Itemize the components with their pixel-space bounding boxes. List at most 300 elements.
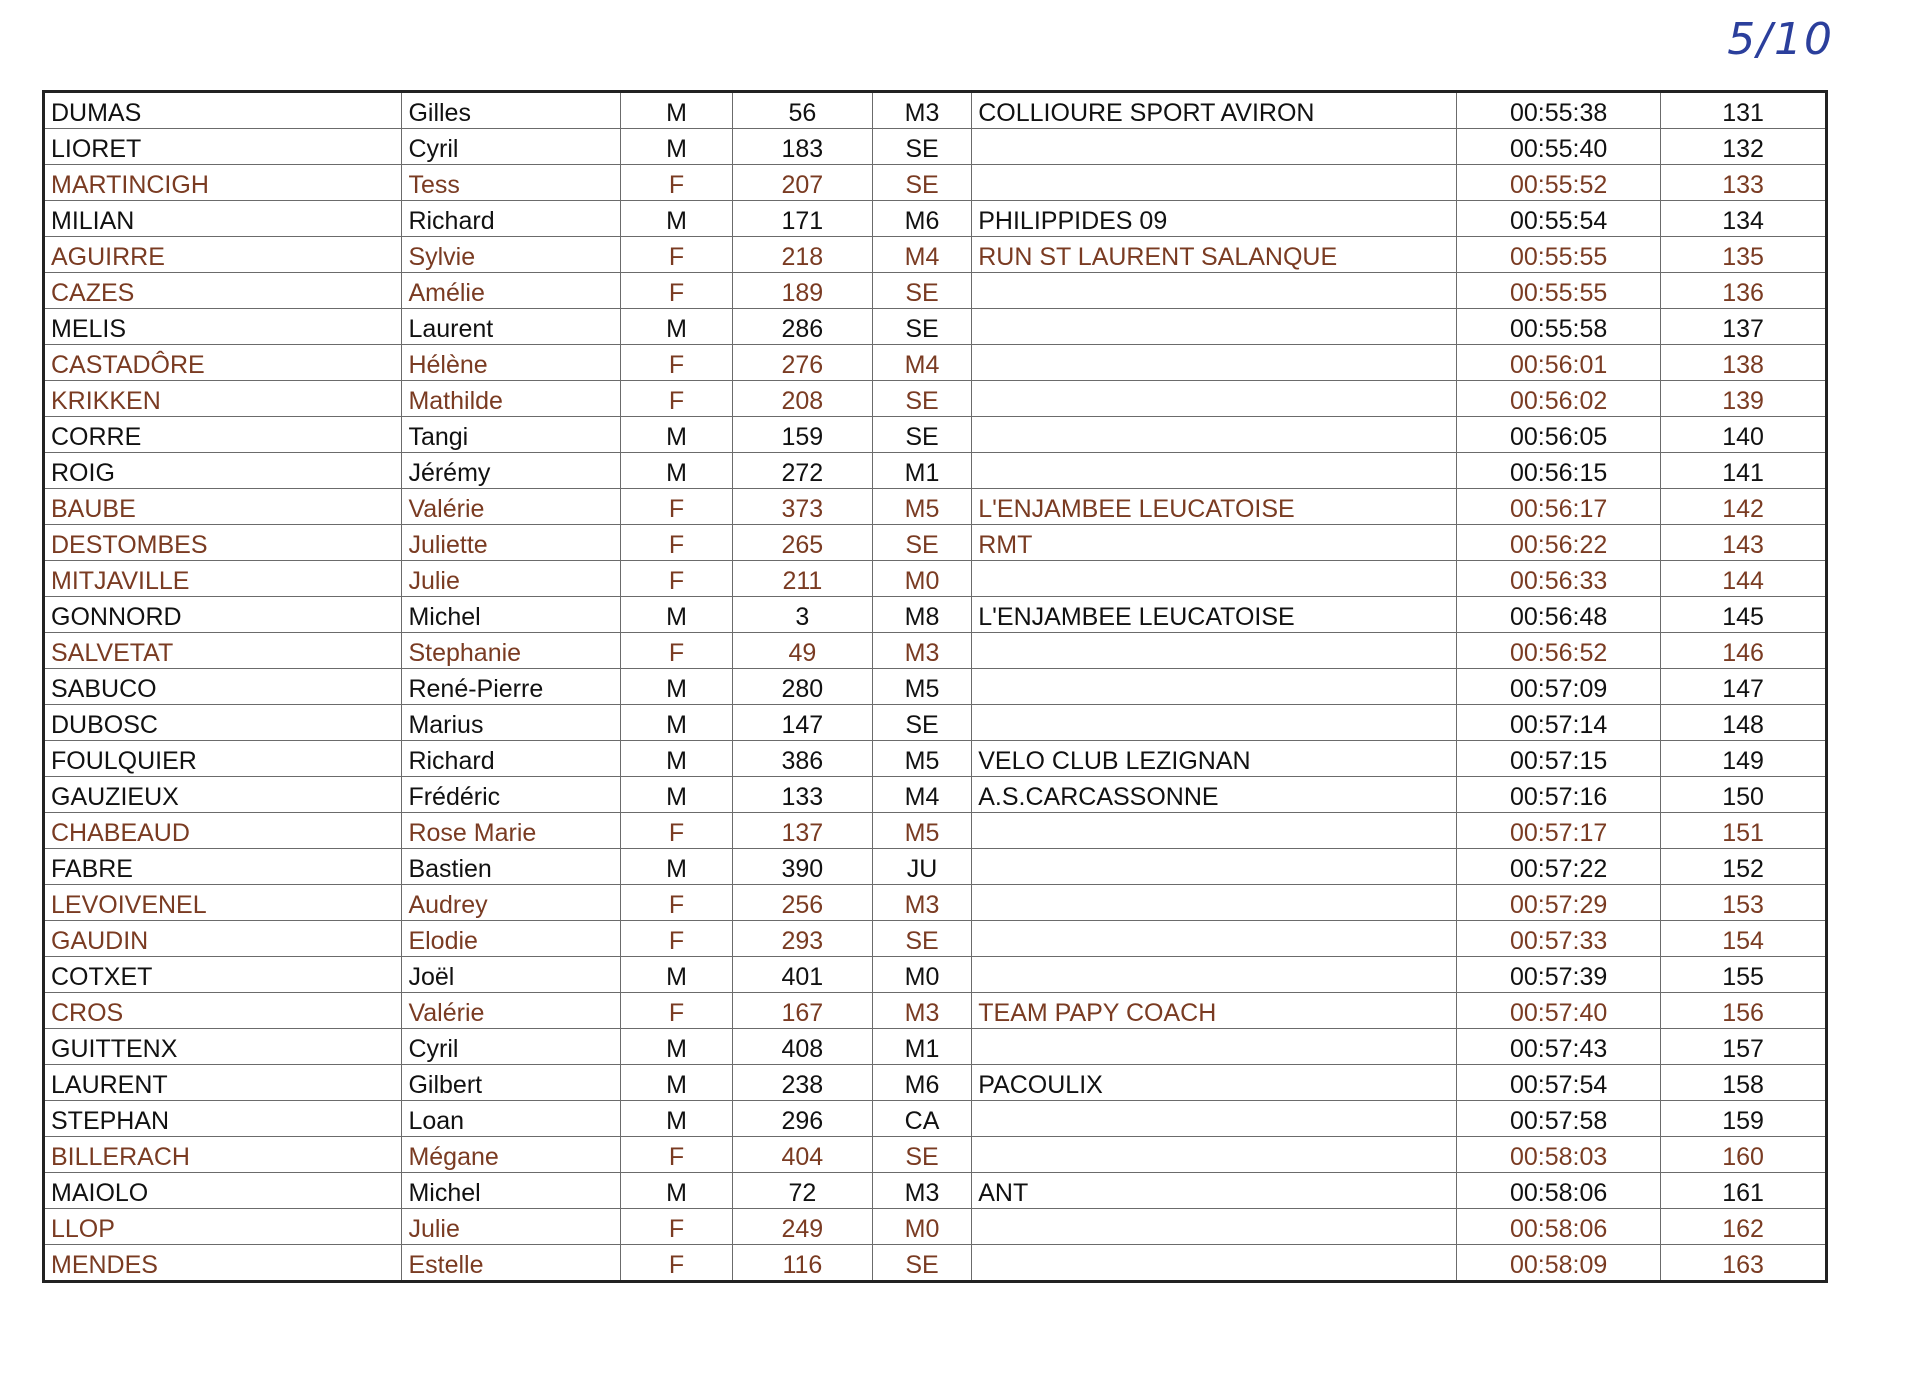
first-name-cell: Loan [402,1101,621,1137]
sex-cell: M [621,777,733,813]
table-row [44,1245,1827,1282]
rank-cell: 163 [1661,1245,1827,1282]
sex-cell: M [621,129,733,165]
table-row [44,705,1827,741]
club-cell [972,1029,1457,1065]
time-cell: 00:58:06 [1457,1209,1661,1245]
time-cell: 00:57:22 [1457,849,1661,885]
rank-cell: 162 [1661,1209,1827,1245]
bib-cell: 373 [732,489,872,525]
sex-cell: F [621,1137,733,1173]
sex-cell: M [621,705,733,741]
rank-cell: 161 [1661,1173,1827,1209]
club-cell: PHILIPPIDES 09 [972,201,1457,237]
category-cell: SE [872,921,971,957]
category-cell: SE [872,705,971,741]
last-name-cell: FOULQUIER [44,741,402,777]
sex-cell: F [621,273,733,309]
category-cell: M4 [872,345,971,381]
rank-cell: 137 [1661,309,1827,345]
category-cell: M3 [872,633,971,669]
time-cell: 00:55:38 [1457,92,1661,129]
first-name-cell: Estelle [402,1245,621,1282]
table-row [44,1209,1827,1245]
first-name-cell: Audrey [402,885,621,921]
bib-cell: 171 [732,201,872,237]
last-name-cell: CHABEAUD [44,813,402,849]
category-cell: M3 [872,885,971,921]
club-cell [972,273,1457,309]
club-cell: A.S.CARCASSONNE [972,777,1457,813]
club-cell [972,633,1457,669]
rank-cell: 159 [1661,1101,1827,1137]
sex-cell: M [621,453,733,489]
time-cell: 00:57:43 [1457,1029,1661,1065]
time-cell: 00:56:33 [1457,561,1661,597]
first-name-cell: Gilbert [402,1065,621,1101]
sex-cell: M [621,92,733,129]
rank-cell: 141 [1661,453,1827,489]
category-cell: M4 [872,777,971,813]
time-cell: 00:55:52 [1457,165,1661,201]
time-cell: 00:56:22 [1457,525,1661,561]
bib-cell: 408 [732,1029,872,1065]
club-cell [972,957,1457,993]
rank-cell: 140 [1661,417,1827,453]
category-cell: M8 [872,597,971,633]
category-cell: M5 [872,489,971,525]
first-name-cell: Bastien [402,849,621,885]
club-cell [972,1101,1457,1137]
last-name-cell: GONNORD [44,597,402,633]
last-name-cell: LEVOIVENEL [44,885,402,921]
club-cell: PACOULIX [972,1065,1457,1101]
rank-cell: 149 [1661,741,1827,777]
club-cell [972,849,1457,885]
first-name-cell: Amélie [402,273,621,309]
last-name-cell: COTXET [44,957,402,993]
rank-cell: 147 [1661,669,1827,705]
category-cell: M3 [872,1173,971,1209]
bib-cell: 56 [732,92,872,129]
time-cell: 00:57:14 [1457,705,1661,741]
category-cell: SE [872,273,971,309]
bib-cell: 293 [732,921,872,957]
sex-cell: M [621,849,733,885]
sex-cell: F [621,525,733,561]
rank-cell: 155 [1661,957,1827,993]
first-name-cell: Cyril [402,1029,621,1065]
sex-cell: M [621,309,733,345]
table-row [44,777,1827,813]
bib-cell: 147 [732,705,872,741]
first-name-cell: Julie [402,1209,621,1245]
club-cell [972,669,1457,705]
time-cell: 00:55:55 [1457,237,1661,273]
bib-cell: 272 [732,453,872,489]
table-row [44,381,1827,417]
bib-cell: 183 [732,129,872,165]
table-row [44,92,1827,129]
sex-cell: F [621,633,733,669]
first-name-cell: Joël [402,957,621,993]
last-name-cell: MENDES [44,1245,402,1282]
category-cell: SE [872,129,971,165]
sex-cell: M [621,201,733,237]
club-cell [972,921,1457,957]
time-cell: 00:58:09 [1457,1245,1661,1282]
category-cell: M4 [872,237,971,273]
last-name-cell: MARTINCIGH [44,165,402,201]
category-cell: M5 [872,813,971,849]
first-name-cell: Mathilde [402,381,621,417]
time-cell: 00:55:40 [1457,129,1661,165]
table-row [44,669,1827,705]
time-cell: 00:57:09 [1457,669,1661,705]
last-name-cell: CROS [44,993,402,1029]
sex-cell: F [621,885,733,921]
time-cell: 00:55:54 [1457,201,1661,237]
table-row [44,633,1827,669]
club-cell [972,345,1457,381]
rank-cell: 152 [1661,849,1827,885]
club-cell: COLLIOURE SPORT AVIRON [972,92,1457,129]
rank-cell: 145 [1661,597,1827,633]
first-name-cell: Valérie [402,489,621,525]
bib-cell: 249 [732,1209,872,1245]
bib-cell: 211 [732,561,872,597]
last-name-cell: MITJAVILLE [44,561,402,597]
bib-cell: 386 [732,741,872,777]
rank-cell: 144 [1661,561,1827,597]
bib-cell: 3 [732,597,872,633]
club-cell [972,165,1457,201]
time-cell: 00:56:02 [1457,381,1661,417]
last-name-cell: SABUCO [44,669,402,705]
rank-cell: 158 [1661,1065,1827,1101]
table-row [44,1137,1827,1173]
sex-cell: F [621,993,733,1029]
time-cell: 00:57:58 [1457,1101,1661,1137]
table-row [44,957,1827,993]
sex-cell: M [621,669,733,705]
bib-cell: 286 [732,309,872,345]
time-cell: 00:56:05 [1457,417,1661,453]
sex-cell: F [621,561,733,597]
category-cell: SE [872,1137,971,1173]
category-cell: SE [872,417,971,453]
table-row [44,813,1827,849]
category-cell: SE [872,381,971,417]
rank-cell: 154 [1661,921,1827,957]
category-cell: SE [872,525,971,561]
sex-cell: F [621,381,733,417]
category-cell: M1 [872,453,971,489]
sex-cell: F [621,489,733,525]
first-name-cell: Michel [402,597,621,633]
time-cell: 00:57:16 [1457,777,1661,813]
bib-cell: 72 [732,1173,872,1209]
category-cell: M3 [872,92,971,129]
last-name-cell: STEPHAN [44,1101,402,1137]
club-cell [972,885,1457,921]
table-row [44,345,1827,381]
first-name-cell: Julie [402,561,621,597]
rank-cell: 136 [1661,273,1827,309]
category-cell: M0 [872,957,971,993]
last-name-cell: DUBOSC [44,705,402,741]
first-name-cell: Elodie [402,921,621,957]
bib-cell: 207 [732,165,872,201]
bib-cell: 404 [732,1137,872,1173]
sex-cell: M [621,957,733,993]
last-name-cell: BILLERACH [44,1137,402,1173]
table-row [44,417,1827,453]
first-name-cell: Stephanie [402,633,621,669]
time-cell: 00:56:01 [1457,345,1661,381]
table-row [44,849,1827,885]
page-number: 5/10 [1727,14,1834,65]
club-cell: ANT [972,1173,1457,1209]
table-row [44,885,1827,921]
time-cell: 00:56:15 [1457,453,1661,489]
last-name-cell: GUITTENX [44,1029,402,1065]
category-cell: M6 [872,201,971,237]
rank-cell: 157 [1661,1029,1827,1065]
last-name-cell: CASTADÔRE [44,345,402,381]
club-cell [972,813,1457,849]
rank-cell: 138 [1661,345,1827,381]
first-name-cell: Mégane [402,1137,621,1173]
sex-cell: M [621,1101,733,1137]
last-name-cell: BAUBE [44,489,402,525]
table-row [44,561,1827,597]
category-cell: M0 [872,561,971,597]
first-name-cell: Frédéric [402,777,621,813]
last-name-cell: DUMAS [44,92,402,129]
club-cell [972,1209,1457,1245]
last-name-cell: GAUZIEUX [44,777,402,813]
time-cell: 00:58:03 [1457,1137,1661,1173]
bib-cell: 159 [732,417,872,453]
last-name-cell: FABRE [44,849,402,885]
rank-cell: 151 [1661,813,1827,849]
sex-cell: M [621,741,733,777]
rank-cell: 142 [1661,489,1827,525]
first-name-cell: Valérie [402,993,621,1029]
category-cell: JU [872,849,971,885]
club-cell: TEAM PAPY COACH [972,993,1457,1029]
bib-cell: 265 [732,525,872,561]
time-cell: 00:58:06 [1457,1173,1661,1209]
last-name-cell: MELIS [44,309,402,345]
club-cell [972,561,1457,597]
rank-cell: 156 [1661,993,1827,1029]
last-name-cell: ROIG [44,453,402,489]
bib-cell: 167 [732,993,872,1029]
club-cell: RMT [972,525,1457,561]
table-row [44,273,1827,309]
bib-cell: 256 [732,885,872,921]
category-cell: SE [872,309,971,345]
rank-cell: 143 [1661,525,1827,561]
bib-cell: 208 [732,381,872,417]
bib-cell: 49 [732,633,872,669]
table-row [44,165,1827,201]
bib-cell: 296 [732,1101,872,1137]
sex-cell: M [621,597,733,633]
sex-cell: M [621,1065,733,1101]
first-name-cell: Rose Marie [402,813,621,849]
time-cell: 00:57:40 [1457,993,1661,1029]
category-cell: M5 [872,669,971,705]
sex-cell: F [621,1209,733,1245]
sex-cell: F [621,237,733,273]
table-row [44,741,1827,777]
last-name-cell: DESTOMBES [44,525,402,561]
bib-cell: 280 [732,669,872,705]
rank-cell: 135 [1661,237,1827,273]
rank-cell: 160 [1661,1137,1827,1173]
first-name-cell: Richard [402,741,621,777]
bib-cell: 238 [732,1065,872,1101]
club-cell [972,417,1457,453]
rank-cell: 131 [1661,92,1827,129]
rank-cell: 146 [1661,633,1827,669]
results-body [44,92,1827,1282]
table-row [44,993,1827,1029]
category-cell: M1 [872,1029,971,1065]
last-name-cell: MAIOLO [44,1173,402,1209]
sex-cell: F [621,165,733,201]
bib-cell: 218 [732,237,872,273]
first-name-cell: Tangi [402,417,621,453]
time-cell: 00:57:17 [1457,813,1661,849]
category-cell: M0 [872,1209,971,1245]
first-name-cell: Cyril [402,129,621,165]
last-name-cell: MILIAN [44,201,402,237]
rank-cell: 139 [1661,381,1827,417]
table-row [44,1101,1827,1137]
sex-cell: M [621,417,733,453]
club-cell: RUN ST LAURENT SALANQUE [972,237,1457,273]
rank-cell: 148 [1661,705,1827,741]
category-cell: SE [872,165,971,201]
table-row [44,201,1827,237]
time-cell: 00:57:29 [1457,885,1661,921]
time-cell: 00:57:54 [1457,1065,1661,1101]
table-row [44,489,1827,525]
bib-cell: 401 [732,957,872,993]
rank-cell: 133 [1661,165,1827,201]
table-row [44,237,1827,273]
rank-cell: 153 [1661,885,1827,921]
category-cell: M3 [872,993,971,1029]
first-name-cell: René-Pierre [402,669,621,705]
sex-cell: F [621,1245,733,1282]
first-name-cell: Richard [402,201,621,237]
rank-cell: 150 [1661,777,1827,813]
first-name-cell: Tess [402,165,621,201]
club-cell [972,453,1457,489]
first-name-cell: Hélène [402,345,621,381]
table-row [44,129,1827,165]
table-row [44,597,1827,633]
club-cell [972,381,1457,417]
category-cell: M5 [872,741,971,777]
last-name-cell: LLOP [44,1209,402,1245]
time-cell: 00:57:39 [1457,957,1661,993]
time-cell: 00:56:48 [1457,597,1661,633]
rank-cell: 132 [1661,129,1827,165]
last-name-cell: LAURENT [44,1065,402,1101]
sex-cell: F [621,921,733,957]
club-cell: L'ENJAMBEE LEUCATOISE [972,489,1457,525]
rank-cell: 134 [1661,201,1827,237]
last-name-cell: AGUIRRE [44,237,402,273]
last-name-cell: SALVETAT [44,633,402,669]
table-row [44,1029,1827,1065]
time-cell: 00:57:33 [1457,921,1661,957]
results-table [42,90,1828,1283]
table-row [44,921,1827,957]
time-cell: 00:55:58 [1457,309,1661,345]
table-row [44,309,1827,345]
category-cell: SE [872,1245,971,1282]
time-cell: 00:56:17 [1457,489,1661,525]
sex-cell: F [621,345,733,381]
last-name-cell: GAUDIN [44,921,402,957]
first-name-cell: Marius [402,705,621,741]
club-cell: VELO CLUB LEZIGNAN [972,741,1457,777]
bib-cell: 189 [732,273,872,309]
table-row [44,453,1827,489]
club-cell [972,705,1457,741]
category-cell: M6 [872,1065,971,1101]
club-cell [972,129,1457,165]
sex-cell: M [621,1173,733,1209]
bib-cell: 133 [732,777,872,813]
sex-cell: M [621,1029,733,1065]
category-cell: CA [872,1101,971,1137]
last-name-cell: CAZES [44,273,402,309]
time-cell: 00:57:15 [1457,741,1661,777]
last-name-cell: KRIKKEN [44,381,402,417]
bib-cell: 137 [732,813,872,849]
first-name-cell: Sylvie [402,237,621,273]
first-name-cell: Jérémy [402,453,621,489]
time-cell: 00:56:52 [1457,633,1661,669]
first-name-cell: Michel [402,1173,621,1209]
first-name-cell: Juliette [402,525,621,561]
first-name-cell: Laurent [402,309,621,345]
last-name-cell: CORRE [44,417,402,453]
table-row [44,1173,1827,1209]
table-row [44,525,1827,561]
club-cell [972,309,1457,345]
first-name-cell: Gilles [402,92,621,129]
sex-cell: F [621,813,733,849]
bib-cell: 390 [732,849,872,885]
table-row [44,1065,1827,1101]
club-cell [972,1137,1457,1173]
bib-cell: 116 [732,1245,872,1282]
bib-cell: 276 [732,345,872,381]
club-cell [972,1245,1457,1282]
club-cell: L'ENJAMBEE LEUCATOISE [972,597,1457,633]
time-cell: 00:55:55 [1457,273,1661,309]
last-name-cell: LIORET [44,129,402,165]
